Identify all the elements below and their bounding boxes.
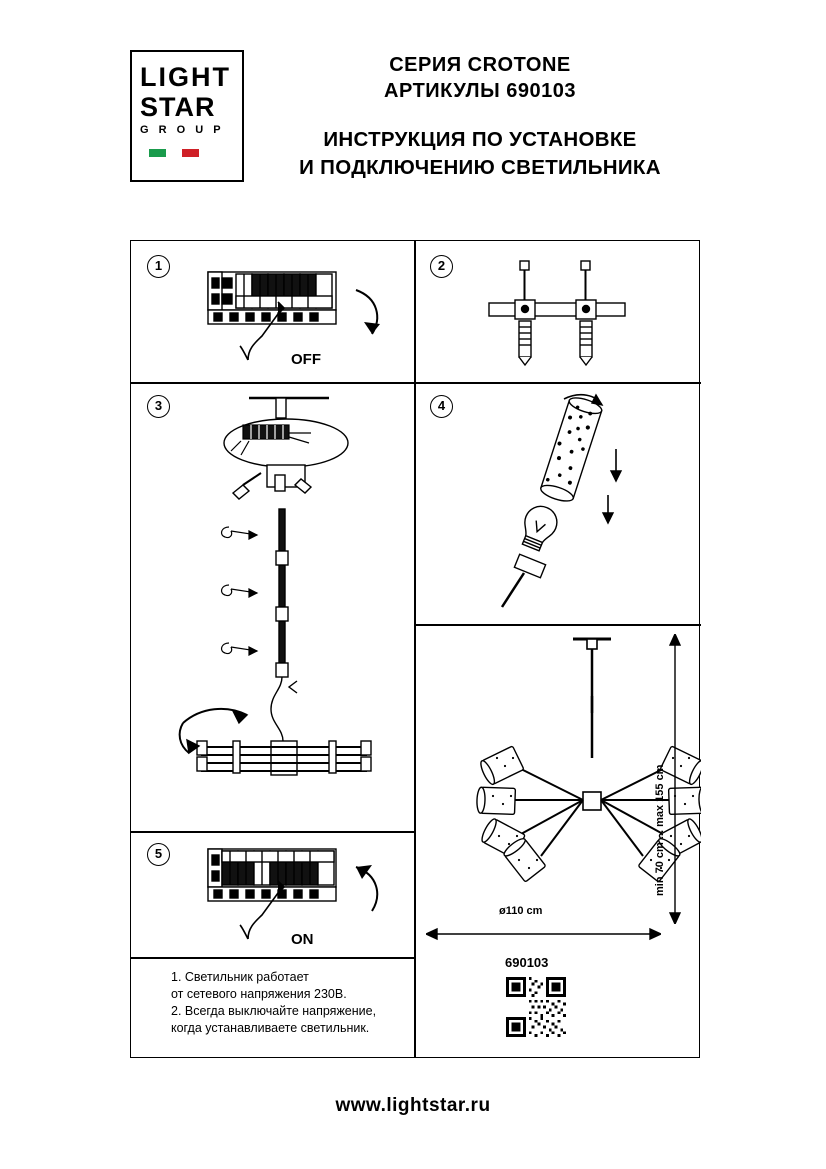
diagram-frame [130, 240, 700, 1058]
divider-h-1 [131, 382, 414, 384]
qr-code [506, 977, 566, 1037]
instruction-title-line1: ИНСТРУКЦИЯ ПО УСТАНОВКЕ [323, 128, 637, 151]
step-5-label: ON [291, 931, 314, 948]
divider-v-1 [414, 241, 416, 1057]
height-dimension-label: min 70 cm ... max 155 cm [654, 764, 666, 896]
note-line-1: 1. Светильник работает [171, 970, 309, 984]
divider-h-3 [414, 624, 701, 626]
italy-flag-icon [148, 148, 200, 158]
diameter-dimension-arrow [426, 925, 661, 943]
step-number-3: 3 [147, 395, 170, 418]
step-number-5: 5 [147, 843, 170, 866]
series-label: СЕРИЯ CROTONE [389, 54, 571, 76]
step-number-1: 1 [147, 255, 170, 278]
step-2-illustration [471, 251, 681, 376]
note-line-2: от сетевого напряжения 230В. [171, 987, 347, 1001]
divider-h-4 [131, 831, 414, 833]
note-line-3: 2. Всегда выключайте напряжение, [171, 1004, 377, 1018]
instruction-title-line2: И ПОДКЛЮЧЕНИЮ СВЕТИЛЬНИКА [299, 156, 661, 179]
footer-website[interactable]: www.lightstar.ru [335, 1095, 491, 1116]
logo-text-light: LIGHT [140, 62, 231, 92]
article-label: АРТИКУЛЫ 690103 [384, 80, 576, 102]
diameter-dimension-label: ø110 cm [499, 905, 543, 917]
step-number-4: 4 [430, 395, 453, 418]
step-4-illustration [476, 391, 686, 616]
step-3-illustration [171, 389, 411, 825]
step-number-2: 2 [430, 255, 453, 278]
logo-text-group: G R O U P [140, 124, 225, 136]
brand-logo [130, 50, 244, 182]
title-block [260, 52, 700, 182]
logo-text-star: STAR [140, 92, 216, 122]
product-code-label: 690103 [505, 955, 549, 970]
step-1-label: OFF [291, 351, 321, 368]
divider-h-2 [414, 382, 701, 384]
divider-h-5 [131, 957, 414, 959]
note-line-4: когда устанавливаете светильник. [171, 1021, 370, 1035]
document-header [130, 50, 700, 190]
